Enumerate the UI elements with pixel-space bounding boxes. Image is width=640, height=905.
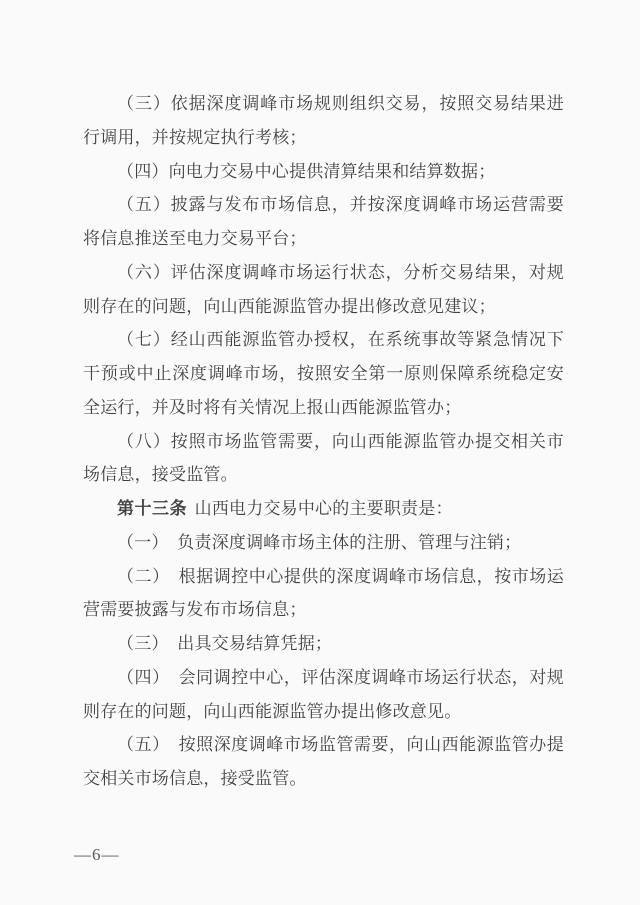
paragraph-duty-1: （一） 负责深度调峰市场主体的注册、管理与注销； bbox=[117, 532, 522, 552]
paragraph-item-6: （六）评估深度调峰市场运行状态，分析交易结果，对规则存在的问题，向山西能源监管办提出修改意见建议； bbox=[83, 262, 564, 316]
article-number-label: 第十三条 bbox=[117, 499, 187, 518]
article-heading-text: 山西电力交易中心的主要职责是： bbox=[194, 499, 453, 518]
paragraph-item-4: （四）向电力交易中心提供清算结果和结算数据； bbox=[117, 161, 496, 181]
paragraph-duty-2: （二） 根据调控中心提供的深度调峰市场信息，按市场运营需要披露与发布市场信息； bbox=[83, 566, 564, 620]
paragraph-item-8: （八）按照市场监管需要，向山西能源监管办提交相关市场信息，接受监管。 bbox=[83, 431, 564, 485]
page-number: —6— bbox=[74, 845, 120, 864]
paragraph-duty-4: （四） 会同调控中心，评估深度调峰市场运行状态，对规则存在的问题，向山西能源监管办提出修改意见。 bbox=[83, 667, 564, 721]
paragraph-item-7: （七）经山西能源监管办授权，在系统事故等紧急情况下干预或中止深度调峰市场，按照安全第一原则保障系统稳定安全运行，并及时将有关情况上报山西能源监管办； bbox=[83, 330, 564, 417]
paragraph-item-3: （三）依据深度调峰市场规则组织交易，按照交易结果进行调用，并按规定执行考核； bbox=[83, 94, 564, 147]
paragraph-item-5: （五）披露与发布市场信息，并按深度调峰市场运营需要将信息推送至电力交易平台； bbox=[83, 195, 564, 248]
paragraph-duty-5: （五） 按照深度调峰市场监管需要，向山西能源监管办提交相关市场信息，接受监管。 bbox=[83, 735, 564, 788]
paragraph-article-13 bbox=[83, 492, 564, 526]
paragraph-duty-3: （三） 出具交易结算凭据； bbox=[117, 634, 333, 653]
document-body bbox=[83, 87, 564, 796]
